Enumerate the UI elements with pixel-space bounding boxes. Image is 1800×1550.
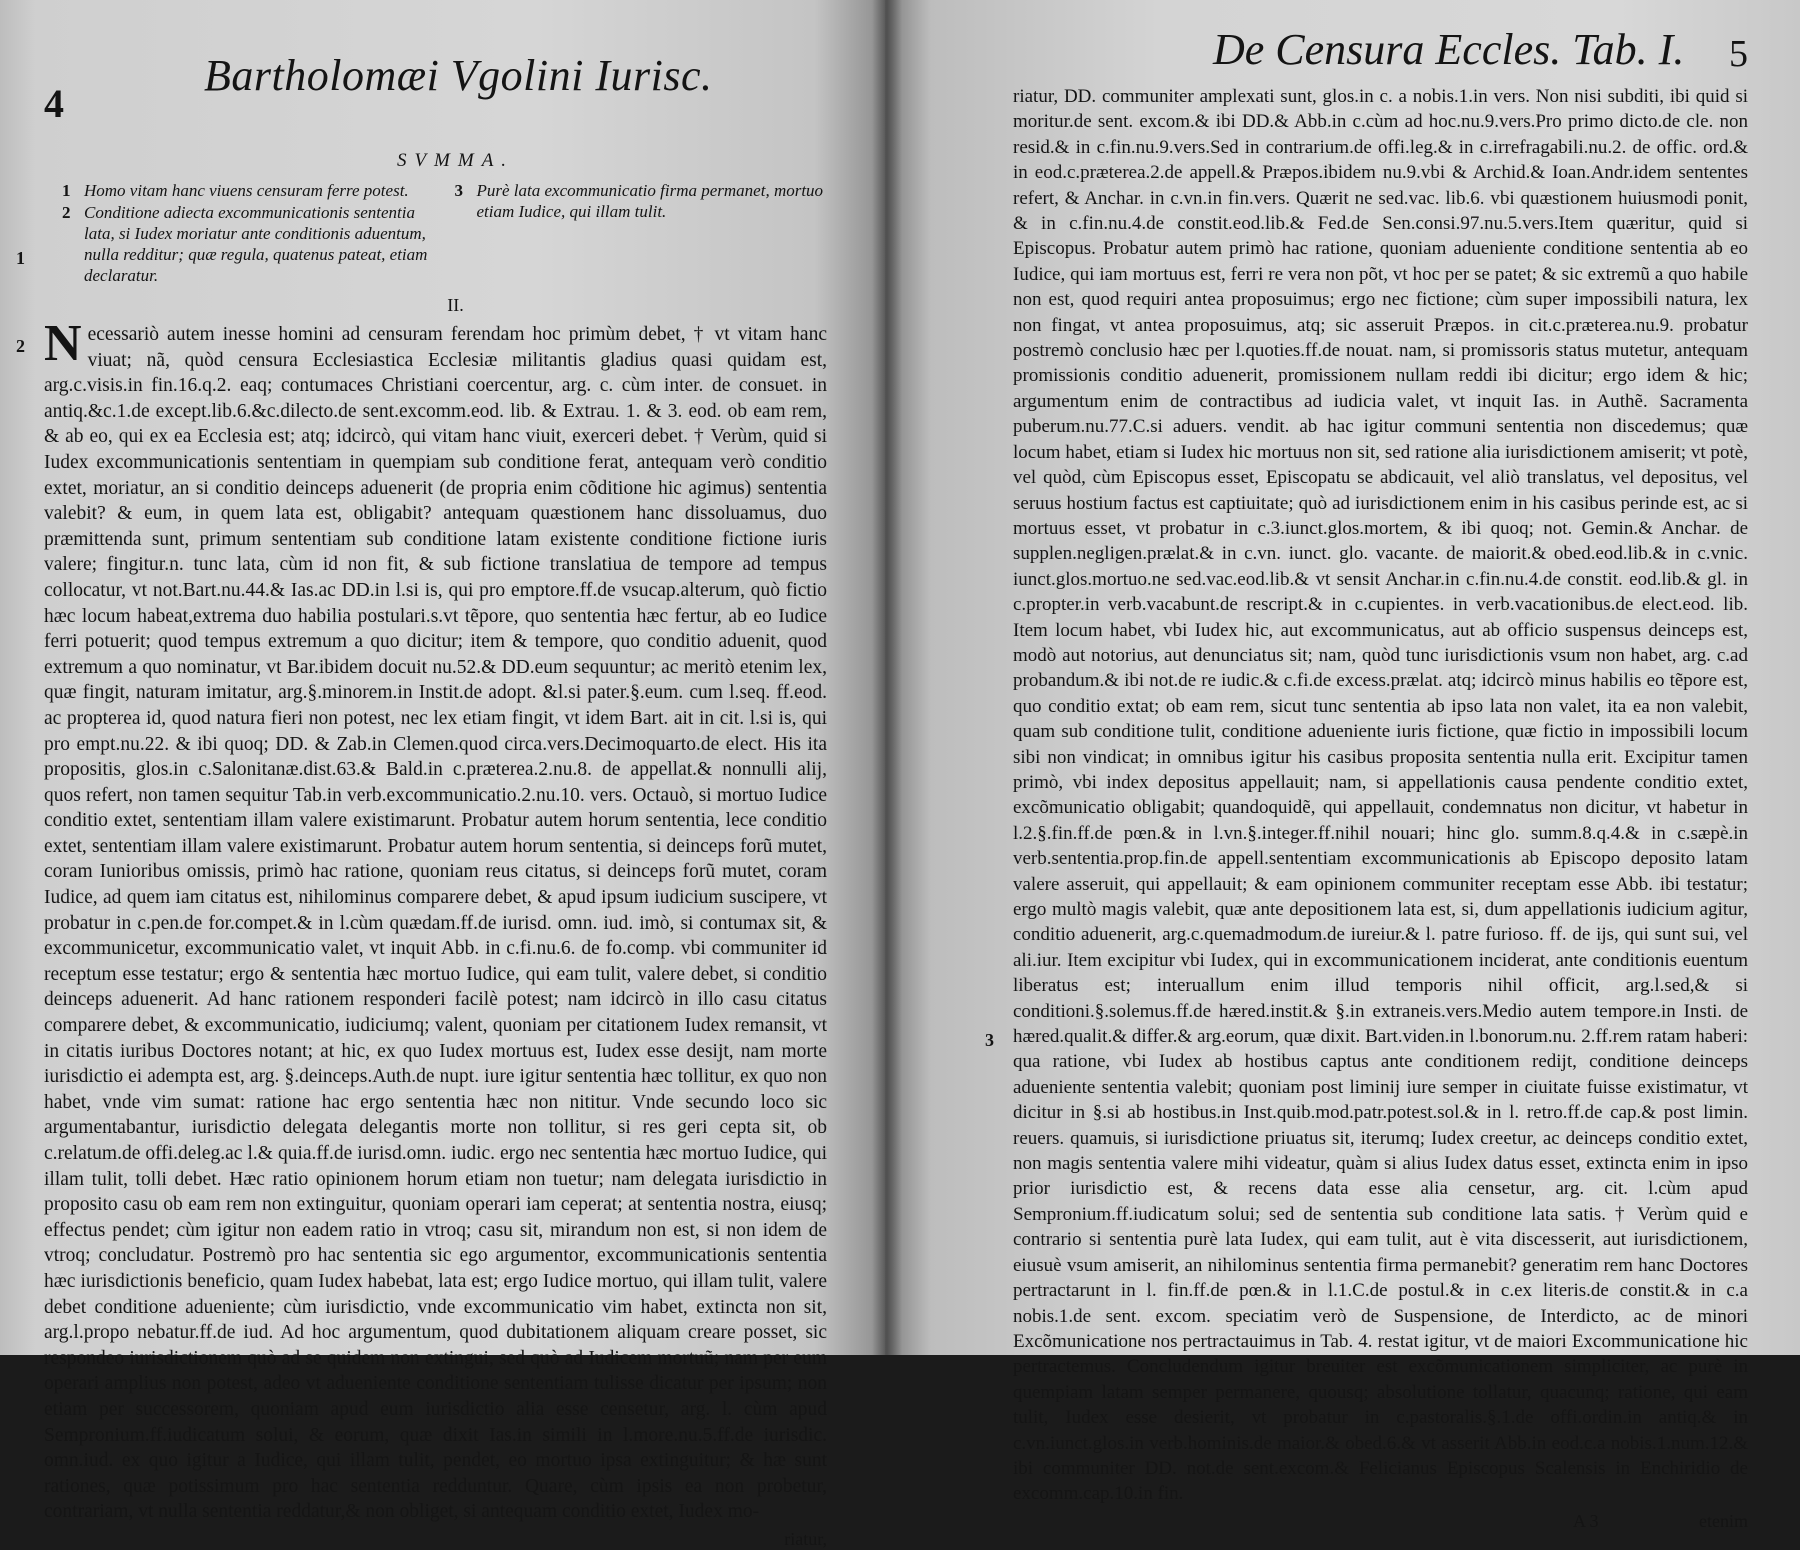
summa-heading: SVMMA. [396, 150, 515, 171]
right-catchword: etenim [1699, 1510, 1748, 1531]
right-page [885, 0, 1800, 1531]
left-page [0, 0, 885, 1549]
left-body-text [44, 315, 827, 1525]
right-page-number: 5 [1729, 33, 1748, 75]
right-body-paragraph: riatur, DD. communiter amplexati sunt, glos.in c. a nobis.1.in vers. Non nisi subditi, ibi quid si moritur.de sent. excom.& ibi DD.& Abb.in c.cùm ad hoc.nu.9.vers.Pro primo dicto.de cle. non resid.& in c.fin.nu.9.vers.Sed in contrarium.de offi.leg.& in c.irrefragabili.nu.2. de offic. ord.& in eod.c.præterea.2.de appell.& Præpos.ibidem nu.9.vbi & Archid.& Ioan.Andr.idem sententes refert, & Anchar. in c.vn.in fin.vers. Quærit ne sed.vac. lib.6. vbi quæstionem huiusmodi ponit, & in c.fin.nu.4.de constit.eod.lib.& Fed.de Sen.consi.97.nu.5.vers.Item quæritur, quid si Episcopus. Probatur autem primò hac ratione, quoniam adueniente conditione sententia ab eo Iudice, qui iam mortuus est, ferri re vera non põt, vt hoc per se patet; & sic extremũ a quo habile non est, quod requiri antea proposuimus; ergo nec fictione; cùm super impossibili natura, lex non fingat, vt antea proposuimus, atq; sic asseruit Præpos. in cit.c.præterea.nu.9. probatur postremò conclusio hæc per l.quoties.ff.de nouat. nam, si promissoris status mutetur, antequam promissionis conditio aduenerit, promissionem nullam reddi ibi dicitur; ergo idem & hic; argumentum enim de contractibus ad iudicia valet, vt inquit Ias. in Authẽ. Sacramenta puberum.nu.77.C.si aduers. vendit. ab hac igitur communi sententia non discedemus; quæ locum habet, etiam si Iudex hic mortuus non sit, sed ratione alia iurisdictionem amiserit; vt potè, vel quòd, cùm Episcopus esset, Episcopatu se abdicauit, vel aliò translatus, vel depositus, vel seruus hostium factus est captiuitate; quò ad iurisdictionem enim in his casibus perinde est, ac si mortuus esset, vt probatur in c.3.iunct.glos.mortem, & ibi quoq; not. Gemin.& Anchar. de supplen.negligen.prælat.& in c.vn. iunct. glo. vacante. de maiorit.& obed.eod.lib.& in c.vnic. iunct.glos.mortuo.ne sed.vac.eod.lib.& vt sensit Anchar.in c.fin.nu.4.de constit. eod.lib.& gl. in c.propter.in verb.vacabunt.de rescript.& in c.cupientes. in verb.vacationibus.de elect.eod. lib. Item locum habet, vbi Iudex hic, aut excommunicatus, aut ab officio suspensus deinceps est, modò aut notorius, aut denunciatus sit; nam, quòd tunc iurisdictionis vsum non habet, arg. c.ad probandum.& ibi not.de re iudic.& c.fi.de excess.prælat. atq; idcircò minus habilis eo tẽpore est, quo conditio extat; ob eam rem, sicut tunc sententia ab ipso lata non valet, ita ea non valebit, quam sub conditione tulit, conditione adueniente iuris fictione, quæ fictio in impossibili locum sibi non vindicat; in omnibus igitur his casibus proposita sententia nulla erit. Excipitur tamen primò, vbi index depositus appellauit; nam, si appellationis causa pendente conditio extet, excõmunicatio obligabit; quandoquidẽ, qui appellauit, condemnatus non dicitur, vt habetur in l.2.§.fin.ff.de pœn.& in l.vn.§.integer.ff.nihil nouari; hinc glo. summ.8.q.4.& in c.sæpè.in verb.sententia.prop.fin.de appell.sententiam excommunicationis ab Episcopo deposito latam valere asseruit, qui appellauit; & eam opinionem communiter receptam esse Abb. ibi testatur; ergo multò magis valebit, quæ ante depositionem lata est, si, dum appellationis iudicium agitur, conditio aduenerit, arg.c.quemadmodum.de iureiur.& l. patre furioso. ff. de ijs, qui sunt sui, vel ali.iur. Item excipitur vbi Iudex, qui in excommunicationem inciderat, ante conditionis euentum liberatus est; interuallum enim illud temporis nihil officit, arg.l.sed,& si conditioni.§.solemus.ff.de hæred.instit.& §.in extraneis.vers.Medio autem tempore.in Insti. de hæred.qualit.& differ.& arg.eorum, quæ dixit. Bart.viden.in l.bonorum.nu. 2.ff.rem ratam haberi: qua ratione, vbi Iudex ab hostibus captus ante conditionem redijt, conditione deinceps adueniente sententia valebit; quoniam post liminij iure semper in ciuitate fuisse existimatur, vt dicitur in §.si ab hostibus.in Inst.quib.mod.patr.potest.sol.& in l. retro.ff.de cap.& post limin. reuers. quamuis, si iurisdictione priuatus sit, iterumq; Iudex creetur, ac deinceps conditio extet, non magis sententia valere mihi videatur, quàm si alius Iudex datus esset, extincta enim in ipso prior iurisdictio est, & recens data esse alia censetur, arg. cit. l.cùm apud Sempronium.ff.iudicatum solui; sed de sententia sub conditione lata satis. † Verùm quid e contrario si sententia purè lata Iudex, qui eam tulit, aut è vita discesserit, aut iurisdictionem, eiusuè vsum amiserit, an nihilominus sententia firma permanebit? generatim rem hanc Doctores pertractarunt in l. fin.ff.de pœn.& in l.1.C.de postul.& in c.ex literis.de constit.& in c.a nobis.1.de sent. excom. speciatim verò de Suspensione, de Interdicto, ac de minori Excõmunicatione nos pertractauimus in Tab. 4. restat igitur, vt de maiori Excommunicatione hic pertractemus. Concludendum igitur breuiter est excõmunicationem simpliciter, ac purè in quempiam latam semper permanere, quousq; absolutione tollatur, quacunq; ratione, qui eam tulit, Iudex esse desierit, vt probatur in c.pastoralis.§.1.de offi.ordin.in antiq.& in c.vn.iunct.glos.in verb.hominis.de maior.& obed.6.& vt asserit Abb.in eod.c.a nobis.1.num.12.& ibi communiter DD. not.de sent.excom.& Felicianus Episcopus Scalensis in Enchiridio de excomm.cap.10.in fin. [1013, 86, 1748, 1505]
margin-number: 3 [985, 1030, 994, 1050]
left-body-paragraph: Necessariò autem inesse homini ad censuram ferendam hoc primùm debet, † vt vitam hanc viuat; nã, quòd censura Ecclesiastica Ecclesiæ militantis gladius quasi quidam est, arg.c.visis.in fin.16.q.2. eaq; contumaces Christiani coercentur, arg. c. cùm inter. de consuet. in antiq.&c.1.de except.lib.6.&c.dilecto.de sent.excomm.eod. lib. & Extrau. 1. & 3. eod. ob eam rem, & ab eo, qui ex ea Ecclesia est; atq; idcircò, qui vitam hanc viuit, exerceri debet. † Verùm, quid si Iudex excommunicationis sententiam in quempiam sub conditione ferat, antequam verò conditio extet, moriatur, an si conditio deinceps aduenerit (de propria enim cõditione hic agimus) sententia valebit? & eum, in quem lata est, obligabit? antequam quæstionem hanc dissoluamus, duo præmittenda sunt, primum sententiam sub conditione latam existente conditione fictione iuris valere; fingitur.n. tunc lata, cùm id non fit, & sub fictione translatiua de tempore ad tempus collocatur, vt not.Bart.nu.44.& Ias.ac DD.in l.si is, qui pro emptore.ff.de vsucap.alterum, quò fictio hæc locum habeat,extrema duo habilia postulari.s.vt tẽpore, quo sententia hæc fertur, ab eo Iudice ferri potuerit; quod tempus extremum a quo dicitur; item & tempore, quo conditio aduenit, quod extremum a quo nominatur, vt Bar.ibidem docuit nu.52.& DD.eum sequuntur; ac meritò etenim lex, quæ fingit, naturam imitatur, arg.§.minorem.in Instit.de adopt. &l.si pater.§.eum. cum l.seq. ff.eod. ac propterea id, quod natura fieri non potest, nec lex etiam fingit, vt idem Bart. ait in cit. l.si is, qui pro empt.nu.22. & ibi quoq; DD. & Zab.in Clemen.quod circa.vers.Decimoquarto.de elect. His ita propositis, glos.in c.Salonitanæ.dist.63.& Bald.in c.præterea.2.nu.8. de appellat.& nonnulli alij, quos refert, non tamen sequitur Tab.in verb.excommunicatio.2.nu.10. vers. Octauò, si mortuo Iudice conditio extet, sententiam illam valere existimarunt. Probatur autem horum sententia, lece conditio extet, sententiam illam valere existimarunt. Probatur autem horum sententia, si deinceps forũ mutet, coram Iunioribus omissis, primò hac ratione, quoniam reus citatus, si deinceps forũ mutet, coram Iudice, ad quem iam citatus est, nihilominus comparere debet, & apud ipsum iudicium suscipere, vt probatur in c.pen.de for.compet.& in l.cùm quædam.ff.de iurisd. omn. iud. imò, si contumax sit, & excommunicetur, excommunicatio valet, vt inquit Abb. in c.fi.nu.6. de fo.comp. vbi communiter id receptum esse testatur; ergo & sententia hæc mortuo Iudice, qui eam tulit, valere debet, si conditio deinceps aduenerit. Ad hanc rationem responderi facilè potest; nam idcircò in illo casu citatus comparere debet, & excommunicatio, iudiciumq; valent, quoniam per citationem Iudex remansit, vt in citatis iuribus Doctores notant; at hic, ex quo Iudex mortuus est, Iudex esse desijt, nam morte iurisdictio ei adempta est, arg. §.deinceps.Auth.de nupt. iure igitur sententia hæc tollitur, ex quo non habet, vnde vim sumat: ratione hac ergo sententia hæc non nititur. Vnde secundo loco sic argumentabantur, iurisdictio delegata delegantis morte non tollitur, si res geri cepta sit, ob c.relatum.de offi.deleg.ac l.& quia.ff.de iurisd.omn. iudic. ergo nec sententia hæc mortuo Iudice, qui illam tulit, tolli debet. Hæc ratio opinionem horum etiam non tuetur; nam delegata iurisdictio in proposito casu ob eam rem non extinguitur, quoniam operari iam ceperat; at sententia nostra, eiusq; effectus pendet; cùm igitur non eadem ratio in vtroq; casu sit, mirandum non est, si non idem de vtroq; concludatur. Postremò pro hac sententia sic ego argumentor, excommunicationis sententia hæc iurisdictionis beneficio, quam Iudex habebat, lata est; ergo Iudice mortuo, qui illam tulit, valere debet conditione adueniente; cùm iurisdictio, vnde excommunicatio vim habet, extincta non sit, arg.l.propo nebatur.ff.de iud. Ad hoc argumentum, quod dubitationem aliquam creare posset, sic respondeo iurisdictionem quò ad se quidem non extingui, sed quò ad Iudicem mortuũ; nam per eum operari amplius non potest, adeo vt adueniente conditione sententiam tulisse dicatur per ipsum; non etiam per successorem, quoniam apud eum iurisdictio alia esse censetur, arg. l. cùm apud Sempronium.ff.iudicatum solui, & eorum, quæ dixit Ias.in simili in l.more.nu.5.ff.de iurisdic. omn.iud. ex quo igitur a Iudice, qui illam tulit, pendet, eo mortuo ipsa extinguitur; & hæ sunt rationes, quæ potissimum pro hac sententia redduntur. Quare, cùm ipsis ea non probetur, contrariam, vt nulla sententia reddatur,& non obliget, si antequam conditio extet, Iudex mo- [44, 315, 827, 1523]
right-footer-line [1013, 1511, 1748, 1532]
left-running-head [44, 40, 827, 126]
summa-item: 2 Conditione adiecta excommunicationis sententia lata, si Iudex moriatur ante conditionis aduentum, nulla redditur; quæ regula, quatenus pateat, etiam declaratur. [62, 203, 428, 285]
section-numeral: II. [447, 295, 464, 315]
left-page-number: 4 [44, 81, 64, 126]
right-running-head [1013, 24, 1748, 84]
left-catchword: riatur, [784, 1528, 827, 1549]
book-gutter [872, 0, 902, 1355]
right-running-title: De Censura Eccles. Tab. I. [1213, 25, 1685, 74]
left-running-title: Bartholomæi Vgolini Iurisc. [204, 51, 713, 100]
summa-list [62, 180, 827, 287]
left-catchword-line [44, 1529, 827, 1550]
margin-number: 1 [16, 248, 25, 268]
summa-item: 1 Homo vitam hanc viuens censuram ferre potest. [62, 181, 409, 200]
signature-mark: A 3 [1573, 1510, 1599, 1531]
summa-item: 3 Purè lata excommunicatio firma permanet, mortuo etiam Iudice, qui illam tulit. [454, 181, 824, 221]
right-body-text [1013, 84, 1748, 1507]
margin-number: 2 [16, 336, 25, 356]
